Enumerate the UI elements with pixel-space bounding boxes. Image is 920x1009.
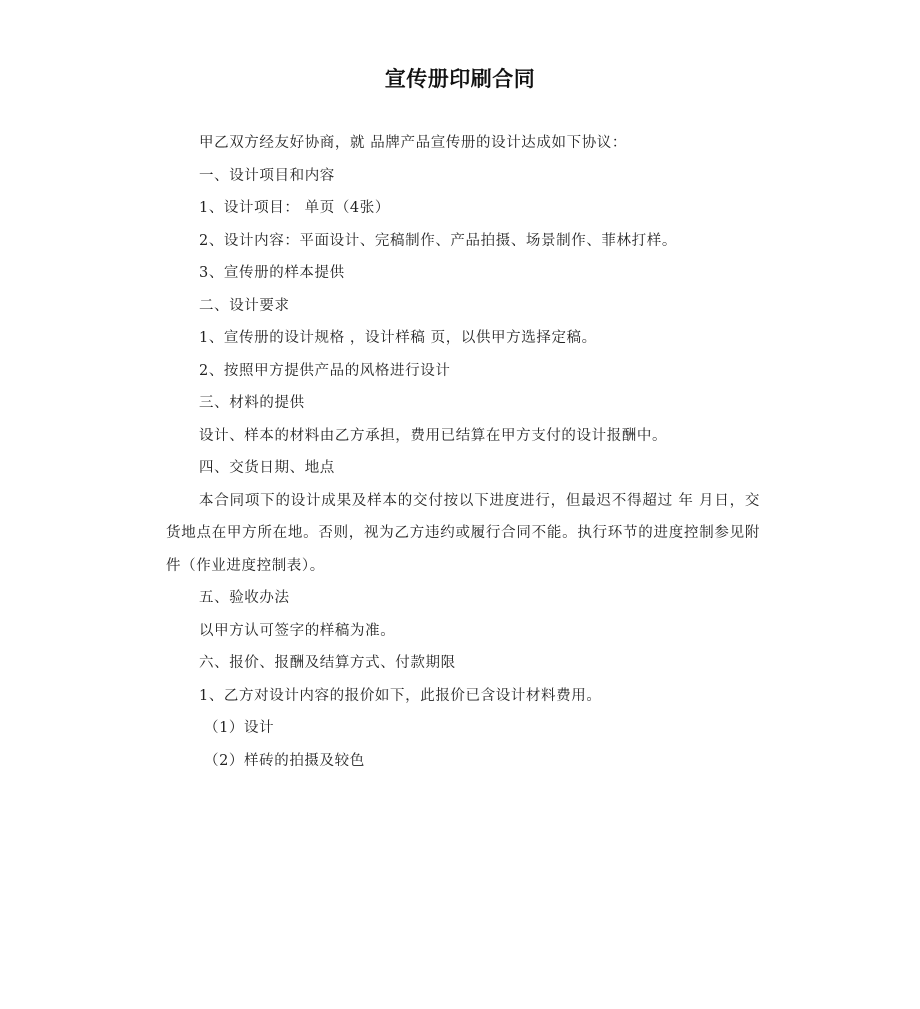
document-body: [166, 127, 760, 777]
document-title: 宣传册印刷合同: [384, 67, 536, 91]
quote-item-design: （1）设计: [204, 720, 275, 736]
section-heading-2: 二、设计要求: [199, 297, 290, 314]
intro-paragraph: 甲乙双方经友好协商，就 品牌产品宣传册的设计达成如下协议：: [199, 135, 628, 151]
section-heading-1: 一、设计项目和内容: [199, 167, 335, 184]
section-heading-6: 六、报价、报酬及结算方式、付款期限: [199, 655, 456, 671]
design-style-item: 2、按照甲方提供产品的风格进行设计: [199, 362, 451, 379]
materials-paragraph: 设计、样本的材料由乙方承担，费用已结算在甲方支付的设计报酬中。: [199, 427, 668, 444]
quote-paragraph: 1、乙方对设计内容的报价如下，此报价已含设计材料费用。: [199, 687, 602, 704]
section-heading-5: 五、验收办法: [199, 590, 290, 606]
quote-item-photography: （2）样砖的拍摄及较色: [204, 752, 365, 769]
sample-provision-item: 3、宣传册的样本提供: [199, 265, 345, 281]
design-spec-item: 1、宣传册的设计规格 ，设计样稿 页，以供甲方选择定稿。: [199, 330, 597, 346]
design-project-item: 1、设计项目： 单页（4张）: [199, 200, 390, 216]
design-content-item: 2、设计内容：平面设计、完稿制作、产品拍摄、场景制作、菲林打样。: [199, 232, 677, 249]
section-heading-4: 四、交货日期、地点: [199, 460, 335, 476]
acceptance-paragraph: 以甲方认可签字的样稿为准。: [199, 622, 396, 639]
delivery-paragraph: 本合同项下的设计成果及样本的交付按以下进度进行，但最迟不得超过 年 月日，交货地点在甲方所在地。否则，视为乙方违约或履行合同不能。执行环节的进度控制参见附件（作业进度控制表）。: [166, 492, 760, 574]
section-heading-3: 三、材料的提供: [199, 395, 305, 411]
